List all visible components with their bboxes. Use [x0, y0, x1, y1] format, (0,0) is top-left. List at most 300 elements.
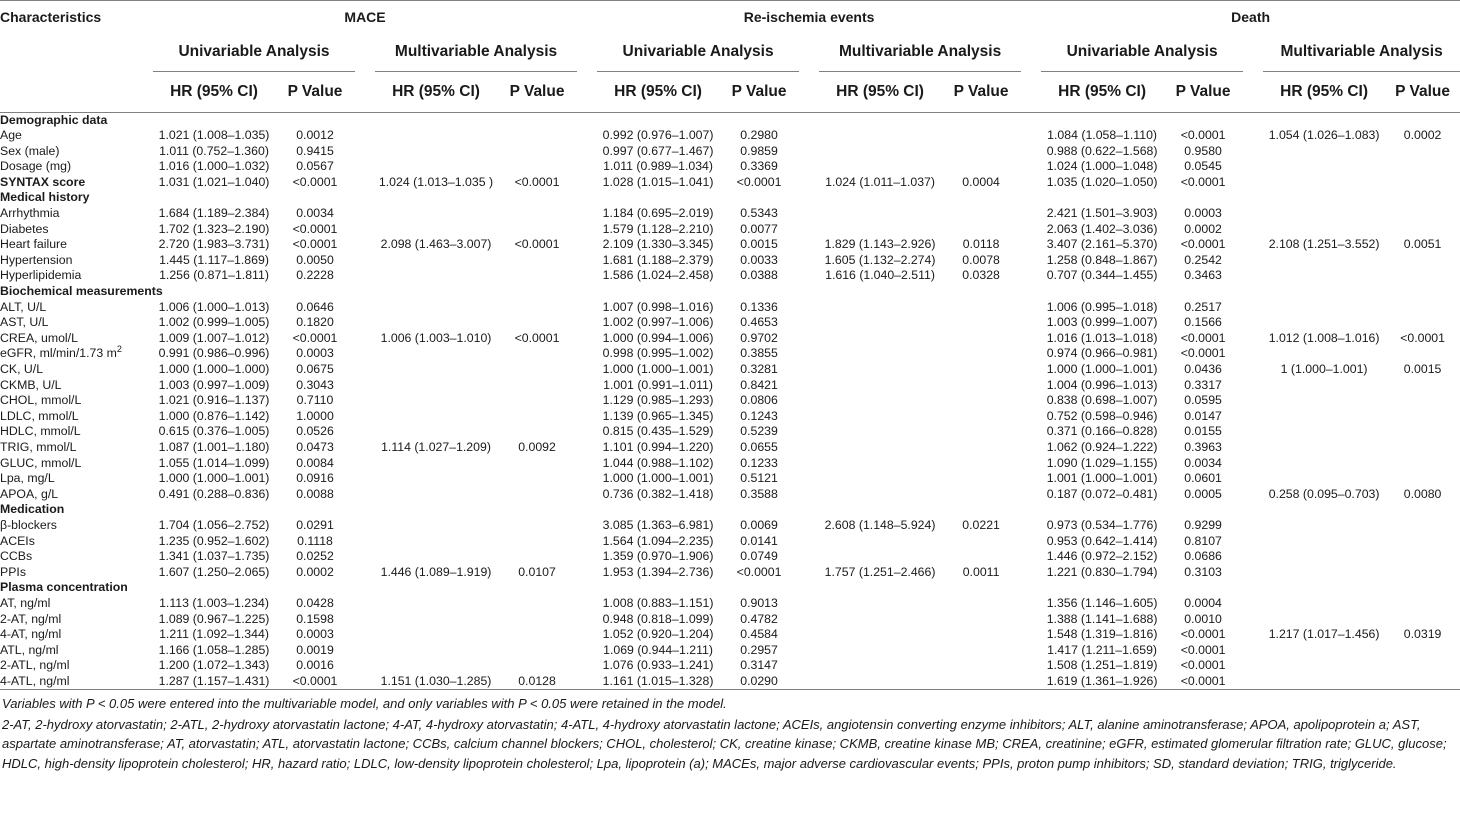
subgroup-header: Multivariable Analysis — [1263, 33, 1460, 72]
p-value-cell: 0.0646 — [296, 299, 334, 314]
p-value-cell — [497, 222, 577, 238]
p-value-cell: 0.2957 — [740, 642, 778, 657]
row-label — [0, 471, 153, 487]
row-label — [0, 674, 153, 690]
hr-cell — [819, 159, 941, 175]
row-label — [0, 627, 153, 643]
hr-cell — [819, 393, 941, 409]
table-row — [0, 222, 1460, 238]
hr-cell — [1263, 596, 1385, 612]
p-value-cell — [497, 518, 577, 534]
table-row — [0, 674, 1460, 690]
group-header-death: Death — [1041, 1, 1460, 33]
p-value-cell — [1385, 518, 1460, 534]
table-row — [0, 565, 1460, 581]
hr-cell: 1.016 (1.000–1.032) — [158, 159, 270, 174]
p-value-cell: 0.0107 — [518, 564, 556, 579]
p-value-cell: 0.0033 — [740, 252, 778, 267]
hr-cell — [375, 300, 497, 316]
p-value-cell: 0.0050 — [296, 252, 334, 267]
table-row — [0, 362, 1460, 378]
hr-cell — [375, 253, 497, 269]
table-row — [0, 658, 1460, 674]
hr-cell — [819, 658, 941, 674]
p-value-cell: 0.0428 — [296, 595, 334, 610]
hr-cell — [1263, 565, 1385, 581]
p-value-cell — [497, 534, 577, 550]
p-value-cell: 0.0005 — [1184, 486, 1222, 501]
p-value-cell — [497, 643, 577, 659]
row-label-text: PPIs — [0, 564, 26, 579]
hr-cell — [819, 627, 941, 643]
p-value-cell: 0.0012 — [296, 128, 334, 143]
p-value-cell — [1385, 409, 1460, 425]
p-value-cell: 0.0011 — [962, 564, 1000, 579]
p-value-cell: 0.0092 — [518, 439, 556, 454]
hr-cell — [819, 440, 941, 456]
p-value-cell — [497, 362, 577, 378]
p-value-cell: 0.0388 — [740, 268, 778, 283]
hr-cell — [375, 612, 497, 628]
hr-cell: 1.024 (1.013–1.035 ) — [378, 174, 494, 189]
hr-cell: 1.062 (0.924–1.222) — [1046, 439, 1158, 454]
row-label — [0, 424, 153, 440]
hr-cell: 0.815 (0.435–1.529) — [602, 424, 714, 439]
hr-cell: 1.011 (0.752–1.360) — [159, 143, 269, 158]
hr-cell: 1.200 (1.072–1.343) — [158, 658, 270, 673]
hr-cell: 1.024 (1.000–1.048) — [1046, 159, 1158, 174]
p-value-cell: 0.3963 — [1184, 439, 1222, 454]
row-label-text: GLUC, mmol/L — [0, 455, 82, 470]
hr-cell: 1 (1.000–1.001) — [1280, 362, 1368, 376]
hr-cell: 1.579 (1.128–2.210) — [602, 221, 714, 236]
row-label-superscript: 2 — [116, 344, 122, 355]
p-header: P Value — [1385, 71, 1460, 112]
row-label — [0, 346, 153, 362]
hr-cell: 1.757 (1.251–2.466) — [824, 564, 936, 579]
hr-cell — [375, 518, 497, 534]
p-value-cell: 0.0088 — [296, 486, 334, 501]
hr-cell: 1.000 (1.000–1.000) — [158, 362, 270, 376]
hr-cell — [1263, 674, 1385, 690]
hr-cell: 1.287 (1.157–1.431) — [153, 674, 275, 690]
p-value-cell — [1385, 534, 1460, 550]
header-row-columns — [0, 71, 1460, 112]
hr-cell: 1.258 (0.848–1.867) — [1046, 252, 1158, 267]
p-value-cell: 0.0686 — [1184, 549, 1222, 564]
p-value-cell: 0.1566 — [1184, 315, 1222, 330]
p-value-cell: 0.4584 — [740, 627, 778, 642]
p-value-cell: <0.0001 — [1180, 128, 1226, 143]
p-value-cell: 0.0319 — [1403, 627, 1442, 642]
hr-cell: 1.221 (0.830–1.794) — [1046, 564, 1158, 579]
hr-cell: 1.681 (1.188–2.379) — [602, 252, 714, 267]
row-label — [0, 612, 153, 628]
section-label: Medication — [0, 502, 65, 517]
hr-cell — [1263, 222, 1385, 238]
hr-cell — [375, 487, 497, 503]
p-value-cell — [1385, 268, 1460, 284]
hr-cell: 1.217 (1.017–1.456) — [1268, 627, 1380, 642]
p-value-cell — [941, 222, 1021, 238]
hr-cell: 1.003 (0.997–1.009) — [158, 377, 270, 392]
hr-cell — [819, 378, 941, 394]
table-row — [0, 268, 1460, 284]
p-value-cell — [941, 378, 1021, 394]
hr-cell: 1.035 (1.020–1.050) — [1046, 174, 1158, 189]
p-value-cell — [1385, 253, 1460, 269]
p-value-cell: 0.0155 — [1184, 424, 1222, 439]
p-value-cell: <0.0001 — [514, 330, 560, 345]
hr-cell — [375, 456, 497, 472]
subgroup-header: Univariable Analysis — [597, 33, 799, 72]
hr-cell: 0.736 (0.382–1.418) — [602, 486, 714, 501]
hr-cell: 1.052 (0.920–1.204) — [602, 627, 714, 642]
p-value-cell: 0.0675 — [296, 362, 334, 376]
hr-cell — [819, 456, 941, 472]
p-value-cell — [497, 596, 577, 612]
p-value-cell: 0.5239 — [740, 424, 778, 439]
hr-cell — [375, 596, 497, 612]
hr-cell: 0.187 (0.072–0.481) — [1046, 486, 1158, 501]
table-body — [0, 112, 1460, 690]
hr-cell: 1.089 (0.967–1.225) — [158, 611, 270, 626]
p-value-cell: <0.0001 — [736, 564, 782, 579]
p-value-cell: 0.2542 — [1184, 252, 1222, 267]
p-value-cell: <0.0001 — [292, 174, 338, 189]
hr-cell: 0.991 (0.986–0.996) — [158, 346, 270, 361]
hr-cell — [1263, 424, 1385, 440]
hr-cell: 1.004 (0.996–1.013) — [1046, 377, 1158, 392]
hr-cell: 1.002 (0.999–1.005) — [158, 315, 270, 330]
hr-cell: 1.009 (1.007–1.012) — [158, 330, 270, 345]
p-value-cell: 0.0078 — [962, 252, 1000, 267]
row-label — [0, 549, 153, 565]
hr-cell: 0.948 (0.818–1.099) — [602, 611, 714, 626]
p-value-cell: 0.0051 — [1403, 237, 1442, 252]
hr-cell: 1.028 (1.015–1.041) — [602, 174, 714, 189]
footnote-abbreviations: 2-AT, 2-hydroxy atorvastatin; 2-ATL, 2-hydroxy atorvastatin lactone; 4-AT, 4-hydroxy atorvastatin; 4-ATL, 4-hydroxy atorvastatin lactone; ACEIs, angiotensin converting enzyme inhibitors; ALT, alanine aminotransferase; APOA, apolipoprotein a; AST, aspartate aminotransferase; AT, atorvastatin; ATL, atorvastatin lactone; CCBs, calcium channel blockers; CHOL, cholesterol; CK, creatine kinase; CKMB, creatine kinase MB; CREA, creatinine; eGFR, estimated glomerular filtration rate; GLUC, glucose; HDLC, high-density lipoprotein cholesterol; HR, hazard ratio; LDLC, low-density lipoprotein cholesterol; Lpa, lipoprotein (a); MACEs, major adverse cardiovascular events; PPIs, proton pump inhibitors; SD, standard deviation; TRIG, triglyceride. — [2, 716, 1447, 771]
hr-cell: 1.359 (0.970–1.906) — [602, 549, 714, 564]
p-value-cell: 0.0655 — [740, 439, 778, 454]
hr-cell: 1.417 (1.211–1.659) — [1047, 642, 1158, 657]
section-row — [0, 284, 1460, 300]
hr-cell: 1.055 (1.014–1.099) — [158, 455, 270, 470]
table-row — [0, 393, 1460, 409]
hr-cell — [1263, 346, 1385, 362]
p-value-cell: 0.1598 — [296, 611, 334, 626]
row-label — [0, 393, 153, 409]
hr-cell: 1.704 (1.056–2.752) — [158, 517, 270, 532]
p-value-cell — [1385, 440, 1460, 456]
p-value-cell: 0.0015 — [1403, 362, 1442, 376]
p-value-cell: 0.8107 — [1184, 533, 1222, 548]
row-label-text: ACEIs — [0, 533, 35, 548]
table-row — [0, 549, 1460, 565]
p-value-cell — [1385, 144, 1460, 160]
p-value-cell: 0.0141 — [740, 533, 778, 548]
hr-cell — [819, 409, 941, 425]
p-value-cell — [497, 393, 577, 409]
hr-cell — [375, 346, 497, 362]
hr-cell: 0.258 (0.095–0.703) — [1268, 486, 1380, 501]
hr-cell: 0.992 (0.976–1.007) — [602, 128, 714, 143]
hr-cell: 1.256 (0.871–1.811) — [159, 268, 269, 283]
hr-cell: 0.371 (0.166–0.828) — [1046, 424, 1158, 439]
row-label — [0, 409, 153, 425]
p-value-cell: 0.0545 — [1184, 159, 1222, 174]
hr-cell: 1.000 (1.000–1.001) — [602, 471, 714, 486]
hr-cell — [819, 144, 941, 160]
hr-cell — [1263, 206, 1385, 222]
table-row — [0, 596, 1460, 612]
hr-cell — [1263, 378, 1385, 394]
p-value-cell — [941, 612, 1021, 628]
p-value-cell — [941, 144, 1021, 160]
table-row — [0, 627, 1460, 643]
hr-cell — [375, 471, 497, 487]
hr-cell — [375, 159, 497, 175]
hr-cell: 0.998 (0.995–1.002) — [602, 346, 714, 361]
hr-header: HR (95% CI) — [1263, 71, 1385, 112]
hr-cell — [1263, 534, 1385, 550]
hr-cell: 1.829 (1.143–2.926) — [824, 237, 936, 252]
p-value-cell: 0.0003 — [296, 346, 334, 361]
p-value-cell — [1385, 643, 1460, 659]
p-value-cell: <0.0001 — [1400, 330, 1445, 345]
table-row — [0, 378, 1460, 394]
p-value-cell: 0.0034 — [296, 206, 334, 221]
hr-cell — [375, 534, 497, 550]
row-label — [0, 643, 153, 659]
hr-cell: 1.031 (1.021–1.040) — [158, 174, 270, 189]
hr-cell — [1263, 643, 1385, 659]
hr-cell: 2.063 (1.402–3.036) — [1046, 221, 1158, 236]
hr-cell — [1263, 393, 1385, 409]
hr-cell — [375, 128, 497, 144]
p-value-cell: 0.0328 — [962, 268, 1000, 283]
hr-cell: 1.211 (1.092–1.344) — [159, 627, 269, 642]
p-value-cell: 0.0118 — [962, 237, 1000, 252]
row-label-text: Hypertension — [0, 252, 73, 267]
footnote-model: Variables with P < 0.05 were entered into the multivariable model, and only variables with P < 0.05 were retained in the model. — [2, 696, 727, 712]
hr-cell: 1.616 (1.040–2.511) — [825, 268, 935, 283]
p-value-cell — [941, 346, 1021, 362]
hr-cell — [375, 362, 497, 378]
p-header: P Value — [719, 71, 799, 112]
p-value-cell: <0.0001 — [736, 174, 782, 189]
p-value-cell: 0.9702 — [740, 330, 778, 345]
p-value-cell — [941, 534, 1021, 550]
hr-cell — [819, 534, 941, 550]
p-value-cell: 0.0010 — [1184, 611, 1222, 626]
hr-cell: 1.139 (0.965–1.345) — [602, 408, 714, 423]
hr-cell: 1.002 (0.997–1.006) — [602, 315, 714, 330]
p-value-cell — [497, 206, 577, 222]
p-value-cell: <0.0001 — [1180, 330, 1226, 345]
p-value-cell: 0.0002 — [1403, 128, 1442, 143]
p-value-cell: 0.2980 — [740, 128, 778, 143]
p-value-cell: 0.5343 — [740, 206, 778, 221]
hr-cell: 1.000 (0.876–1.142) — [158, 408, 270, 423]
p-value-cell: 0.0290 — [719, 674, 799, 690]
row-label-text: 4-ATL, ng/ml — [0, 673, 70, 688]
hr-cell — [375, 144, 497, 160]
p-value-cell — [497, 627, 577, 643]
hr-cell: 1.151 (1.030–1.285) — [375, 674, 497, 690]
p-value-cell: 0.0015 — [740, 237, 778, 252]
p-value-cell: 0.0147 — [1184, 408, 1222, 423]
hr-cell: 2.109 (1.330–3.345) — [602, 237, 714, 252]
hr-cell: 1.446 (1.089–1.919) — [380, 564, 492, 579]
row-label-text: LDLC, mmol/L — [0, 408, 79, 423]
hr-cell — [1263, 612, 1385, 628]
p-value-cell — [497, 144, 577, 160]
p-header: P Value — [497, 71, 577, 112]
row-label-text: Hyperlipidemia — [0, 268, 82, 283]
row-label-text: CCBs — [0, 549, 33, 564]
characteristics-header: Characteristics — [0, 1, 153, 33]
hr-cell: 0.707 (0.344–1.455) — [1046, 268, 1158, 283]
hr-cell: 1.445 (1.117–1.869) — [159, 252, 269, 267]
hr-cell: 2.720 (1.983–3.731) — [158, 237, 270, 252]
header-row-subgroups — [0, 33, 1460, 72]
p-value-cell: 0.0077 — [740, 221, 778, 236]
row-label-text: Dosage (mg) — [0, 159, 72, 174]
row-label — [0, 456, 153, 472]
p-value-cell: <0.0001 — [514, 174, 560, 189]
p-value-cell: 0.9859 — [740, 143, 778, 158]
p-value-cell — [497, 378, 577, 394]
hr-cell: 0.838 (0.698–1.007) — [1046, 393, 1158, 408]
p-value-cell — [941, 456, 1021, 472]
hr-cell: 0.988 (0.622–1.568) — [1046, 143, 1158, 158]
row-label-text: Sex (male) — [0, 143, 60, 158]
hr-cell — [375, 424, 497, 440]
p-value-cell — [941, 487, 1021, 503]
table-row — [0, 128, 1460, 144]
hr-cell: 0.974 (0.966–0.981) — [1046, 346, 1158, 361]
hr-cell — [1263, 440, 1385, 456]
hr-cell — [819, 315, 941, 331]
hr-cell: 1.341 (1.037–1.735) — [158, 549, 270, 564]
hr-cell: 1.003 (0.999–1.007) — [1046, 315, 1158, 330]
subgroup-header: Multivariable Analysis — [375, 33, 577, 72]
hr-cell — [375, 268, 497, 284]
p-header: P Value — [1163, 71, 1243, 112]
p-value-cell — [941, 300, 1021, 316]
subgroup-header: Univariable Analysis — [1041, 33, 1243, 72]
row-label-text: ALT, U/L — [0, 299, 47, 314]
hr-cell: 1.054 (1.026–1.083) — [1268, 128, 1380, 143]
hr-cell — [375, 222, 497, 238]
p-value-cell: <0.0001 — [292, 330, 338, 345]
hr-cell: 2.108 (1.251–3.552) — [1268, 237, 1380, 252]
p-value-cell — [1385, 346, 1460, 362]
row-label-text: Diabetes — [0, 221, 49, 236]
p-value-cell: 0.4653 — [740, 315, 778, 330]
table-row — [0, 518, 1460, 534]
p-value-cell — [1385, 456, 1460, 472]
p-value-cell: 0.0806 — [740, 393, 778, 408]
p-value-cell: 0.1820 — [296, 315, 334, 330]
row-label — [0, 315, 153, 331]
hr-cell: 1.605 (1.132–2.274) — [824, 252, 936, 267]
p-header: P Value — [941, 71, 1021, 112]
table-row — [0, 643, 1460, 659]
table-row — [0, 237, 1460, 253]
hr-cell: 1.011 (0.989–1.034) — [603, 159, 713, 174]
p-value-cell — [1385, 222, 1460, 238]
row-label — [0, 253, 153, 269]
row-label — [0, 300, 153, 316]
hr-cell: 3.407 (2.161–5.370) — [1046, 237, 1158, 252]
hr-cell — [375, 206, 497, 222]
row-label-text: Arrhythmia — [0, 206, 60, 221]
hr-header: HR (95% CI) — [1041, 71, 1163, 112]
hr-cell: 1.016 (1.013–1.018) — [1046, 330, 1158, 345]
p-value-cell: 0.3855 — [740, 346, 778, 361]
p-value-cell — [1385, 612, 1460, 628]
hr-cell: 1.000 (1.000–1.001) — [602, 362, 714, 376]
hr-cell — [1263, 159, 1385, 175]
p-value-cell — [497, 315, 577, 331]
p-value-cell: 0.9299 — [1184, 517, 1222, 532]
p-value-cell: 0.5121 — [740, 471, 778, 486]
hr-cell — [819, 346, 941, 362]
row-label — [0, 565, 153, 581]
hr-cell — [1263, 268, 1385, 284]
hr-cell — [375, 378, 497, 394]
hr-cell: 1.000 (1.000–1.001) — [158, 471, 270, 486]
hr-cell: 1.129 (0.985–1.293) — [602, 393, 714, 408]
hr-cell — [819, 471, 941, 487]
p-value-cell: 0.4782 — [740, 611, 778, 626]
hr-cell — [1263, 658, 1385, 674]
hr-cell — [819, 549, 941, 565]
p-value-cell: 0.0526 — [296, 424, 334, 439]
p-value-cell: <0.0001 — [514, 237, 560, 252]
hr-cell: 1.114 (1.027–1.209) — [381, 439, 491, 454]
hr-cell — [819, 206, 941, 222]
hr-header: HR (95% CI) — [597, 71, 719, 112]
table-row — [0, 144, 1460, 160]
hr-cell — [1263, 518, 1385, 534]
row-label-text: CKMB, U/L — [0, 377, 62, 392]
table-row — [0, 331, 1460, 347]
hr-cell: 1.166 (1.058–1.285) — [158, 642, 270, 657]
p-value-cell — [1385, 549, 1460, 565]
hr-cell: 1.388 (1.141–1.688) — [1046, 611, 1158, 626]
hr-cell: 1.564 (1.094–2.235) — [602, 533, 714, 548]
hr-cell — [819, 596, 941, 612]
hr-cell: 1.000 (0.994–1.006) — [602, 330, 714, 345]
hr-cell — [819, 424, 941, 440]
p-value-cell — [1385, 596, 1460, 612]
table-row — [0, 487, 1460, 503]
p-value-cell: 0.0221 — [962, 517, 1000, 532]
p-value-cell — [941, 331, 1021, 347]
p-value-cell — [941, 627, 1021, 643]
p-value-cell: 0.0291 — [296, 517, 334, 532]
row-label-text: 2-ATL, ng/ml — [0, 658, 70, 673]
row-label-text: β-blockers — [0, 517, 57, 532]
p-value-cell — [497, 159, 577, 175]
p-value-cell — [497, 268, 577, 284]
hr-cell: 3.085 (1.363–6.981) — [602, 517, 714, 532]
row-label — [0, 378, 153, 394]
hr-header: HR (95% CI) — [375, 71, 497, 112]
